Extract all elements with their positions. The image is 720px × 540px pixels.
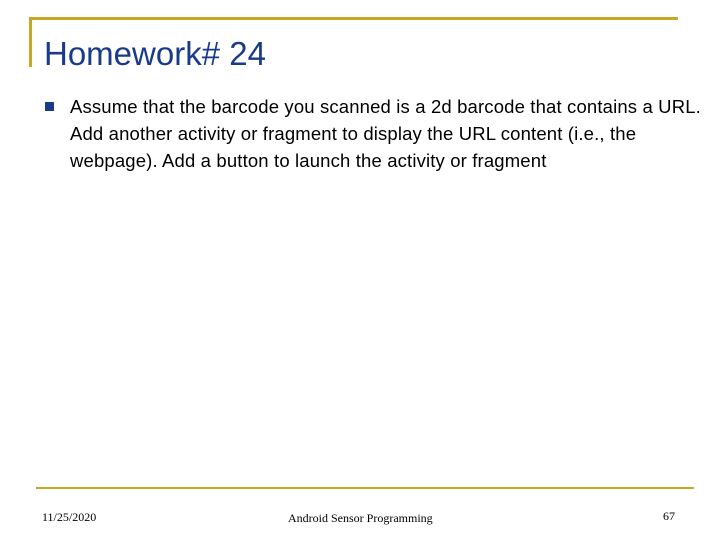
footer-title: Android Sensor Programming <box>288 511 433 525</box>
square-bullet-icon <box>45 102 54 111</box>
slide-content <box>44 93 704 174</box>
footer-date: 11/25/2020 <box>42 510 97 524</box>
bullet-item <box>44 93 704 174</box>
bullet-text: Assume that the barcode you scanned is a 2d barcode that contains a URL. Add another activity or fragment to display the URL content (i.e., the webpage). Add a button to launch the activity or fragment <box>70 96 701 171</box>
page-number: 67 <box>663 509 675 523</box>
footer-divider <box>36 487 694 489</box>
title-frame-left-line <box>29 17 32 67</box>
title-frame-top-line <box>29 17 678 20</box>
slide-title: Homework# 24 <box>44 35 266 72</box>
